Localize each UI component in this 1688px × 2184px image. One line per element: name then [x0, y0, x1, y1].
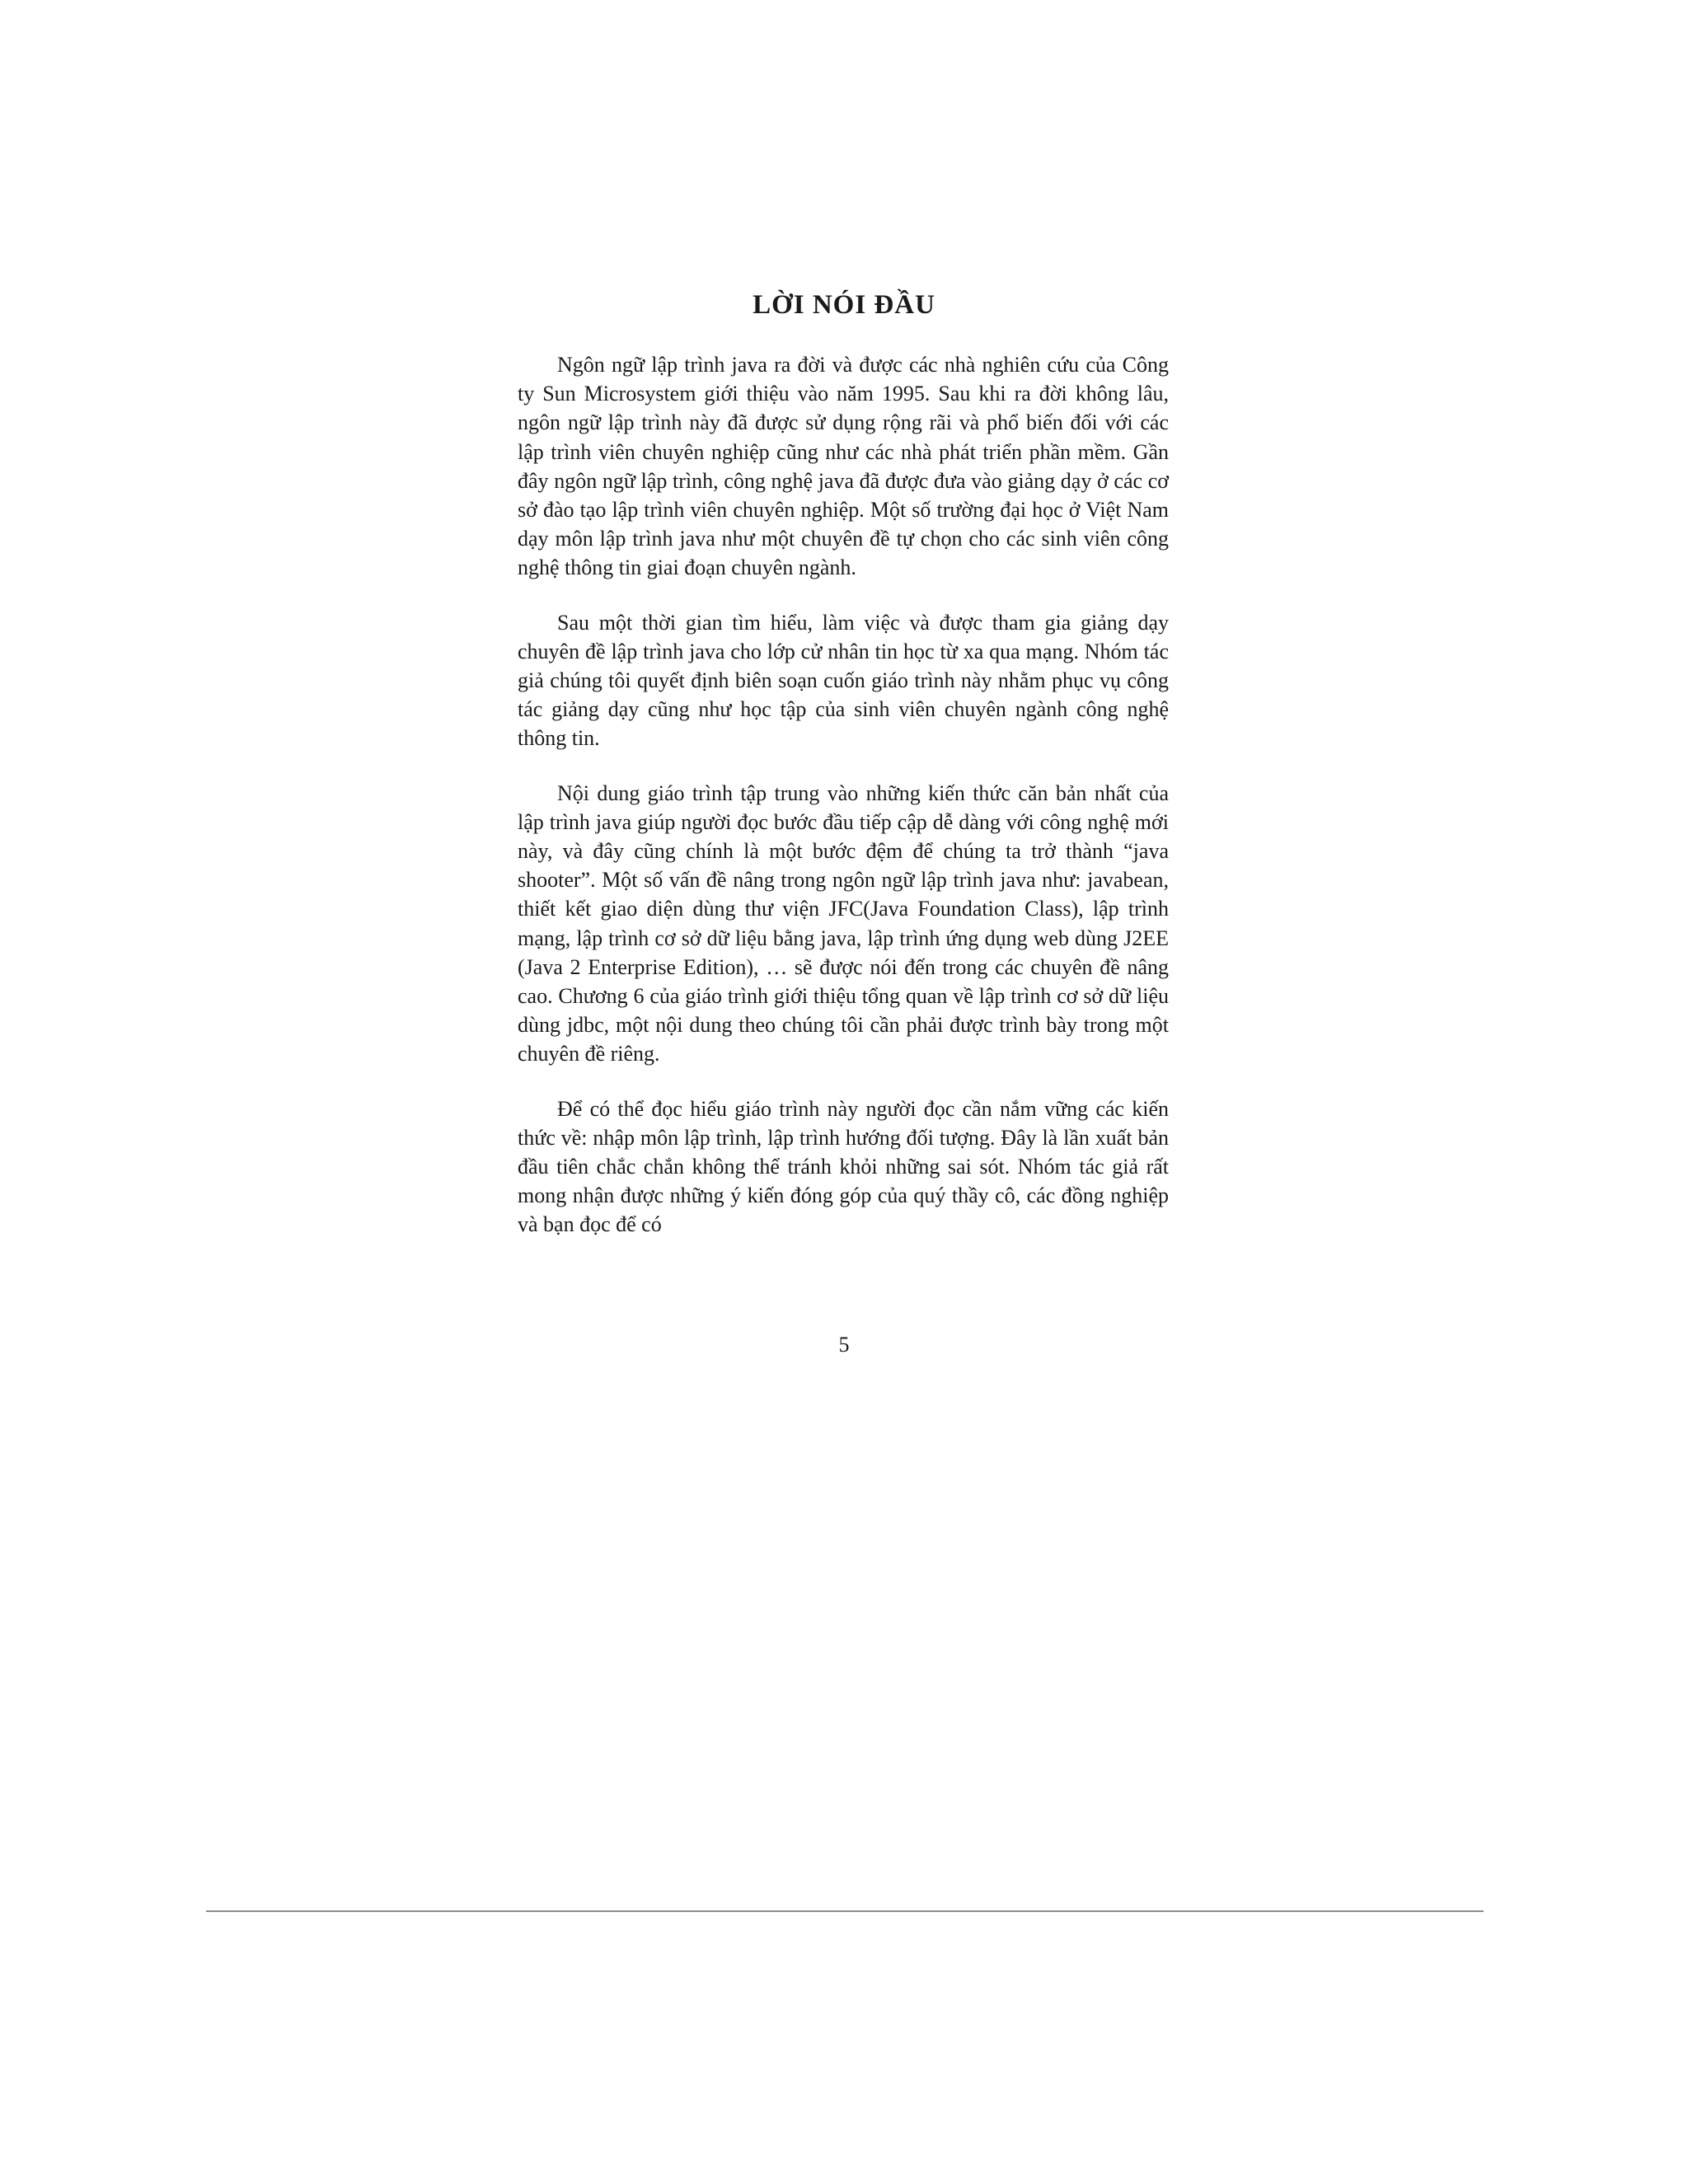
paragraph-3: Nội dung giáo trình tập trung vào những kiến thức căn bản nhất của lập trình java giúp người đọc bước đầu tiếp cập dễ dàng với công nghệ mới này, và đây cũng chính là một bước đệm để chúng ta trở thành “java shooter”. Một số vấn đề nâng trong ngôn ngữ lập trình java như: javabean, thiết kết giao diện dùng thư viện JFC(Java Foundation Class), lập trình mạng, lập trình cơ sở dữ liệu bằng java, lập trình ứng dụng web dùng J2EE (Java 2 Enterprise Edition), … sẽ được nói đến trong các chuyên đề nâng cao. Chương 6 của giáo trình giới thiệu tổng quan về lập trình cơ sở dữ liệu dùng jdbc, một nội dung theo chúng tôi cần phải được trình bày trong một chuyên đề riêng. [518, 780, 1169, 1066]
paragraph-1: Ngôn ngữ lập trình java ra đời và được các nhà nghiên cứu của Công ty Sun Microsystem giới thiệu vào năm 1995. Sau khi ra đời không lâu, ngôn ngữ lập trình này đã được sử dụng rộng rãi và phổ biến đối với các lập trình viên chuyên nghiệp cũng như các nhà phát triển phần mềm. Gần đây ngôn ngữ lập trình, công nghệ java đã được đưa vào giảng dạy ở các cơ sở đào tạo lập trình viên chuyên nghiệp. Một số trường đại học ở Việt Nam dạy môn lập trình java như một chuyên đề tự chọn cho các sinh viên công nghệ thông tin giai đoạn chuyên ngành. [518, 353, 1169, 580]
body-text [518, 350, 1169, 1265]
page-number: 5 [838, 1333, 850, 1357]
footer-divider [206, 1910, 1484, 1912]
page-title: LỜI NÓI ĐẦU [753, 290, 935, 320]
paragraph-4: Để có thể đọc hiểu giáo trình này người đọc cần nắm vững các kiến thức về: nhập môn lập trình, lập trình hướng đối tượng. Đây là lần xuất bản đầu tiên chắc chắn không thể tránh khỏi những sai sót. Nhóm tác giả rất mong nhận được những ý kiến đóng góp của quý thầy cô, các đồng nghiệp và bạn đọc để có [518, 1096, 1169, 1237]
paragraph-2: Sau một thời gian tìm hiểu, làm việc và được tham gia giảng dạy chuyên đề lập trình java cho lớp cử nhân tin học từ xa qua mạng. Nhóm tác giả chúng tôi quyết định biên soạn cuốn giáo trình này nhằm phục vụ công tác giảng dạy cũng như học tập của sinh viên chuyên ngành công nghệ thông tin. [518, 610, 1169, 751]
